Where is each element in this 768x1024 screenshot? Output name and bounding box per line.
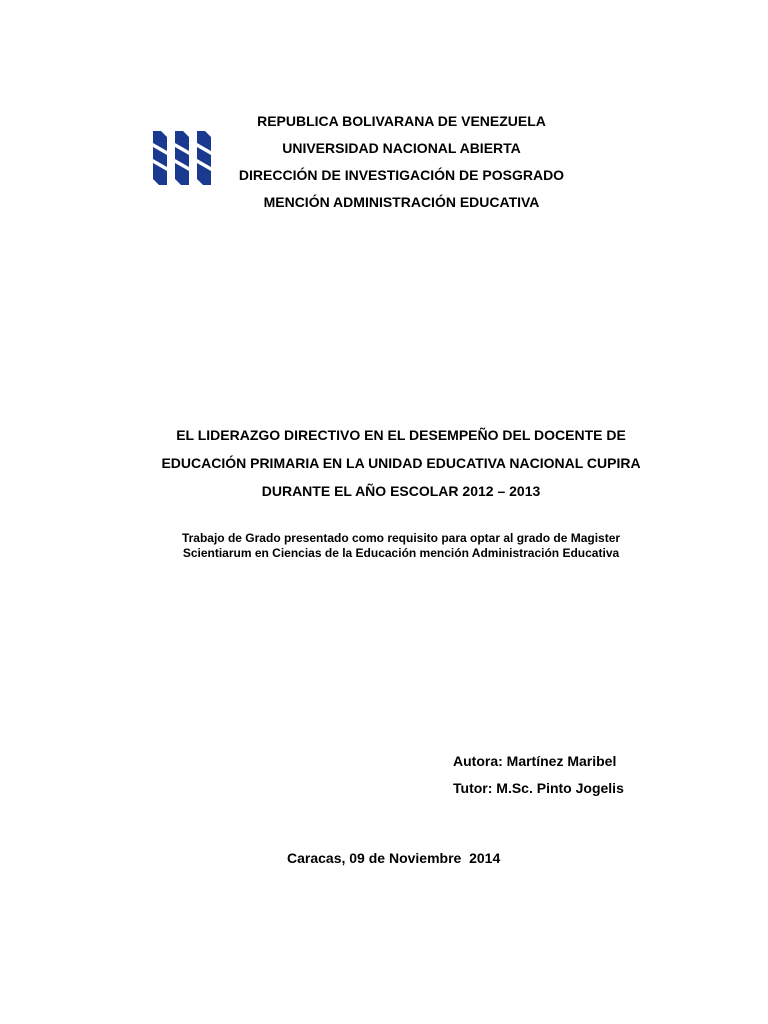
header-line-country: REPUBLICA BOLIVARANA DE VENEZUELA [257, 113, 546, 129]
title-line-1: EL LIDERAZGO DIRECTIVO EN EL DESEMPEÑO DEL DOCENTE DE [176, 427, 626, 443]
tutor-name: Tutor: M.Sc. Pinto Jogelis [453, 780, 624, 796]
header-line-direction: DIRECCIÓN DE INVESTIGACIÓN DE POSGRADO [238, 167, 565, 183]
thesis-title [90, 421, 712, 505]
subtitle-line-1: Trabajo de Grado presentado como requisito para optar al grado de Magister [181, 531, 621, 545]
title-line-2: EDUCACIÓN PRIMARIA EN LA UNIDAD EDUCATIVA NACIONAL CUPIRA [161, 455, 641, 471]
header-line-university: UNIVERSIDAD NACIONAL ABIERTA [282, 140, 521, 156]
author-name: Autora: Martínez Maribel [453, 753, 617, 769]
thesis-subtitle [90, 531, 712, 561]
place-date: Caracas, 09 de Noviembre 2014 [287, 850, 501, 866]
header-line-mention: MENCIÓN ADMINISTRACIÓN EDUCATIVA [263, 194, 540, 210]
title-line-3: DURANTE EL AÑO ESCOLAR 2012 – 2013 [261, 483, 541, 499]
authors-block [453, 748, 624, 802]
subtitle-line-2: Scientiarum en Ciencias de la Educación mención Administración Educativa [182, 546, 620, 560]
institution-header [200, 108, 603, 216]
